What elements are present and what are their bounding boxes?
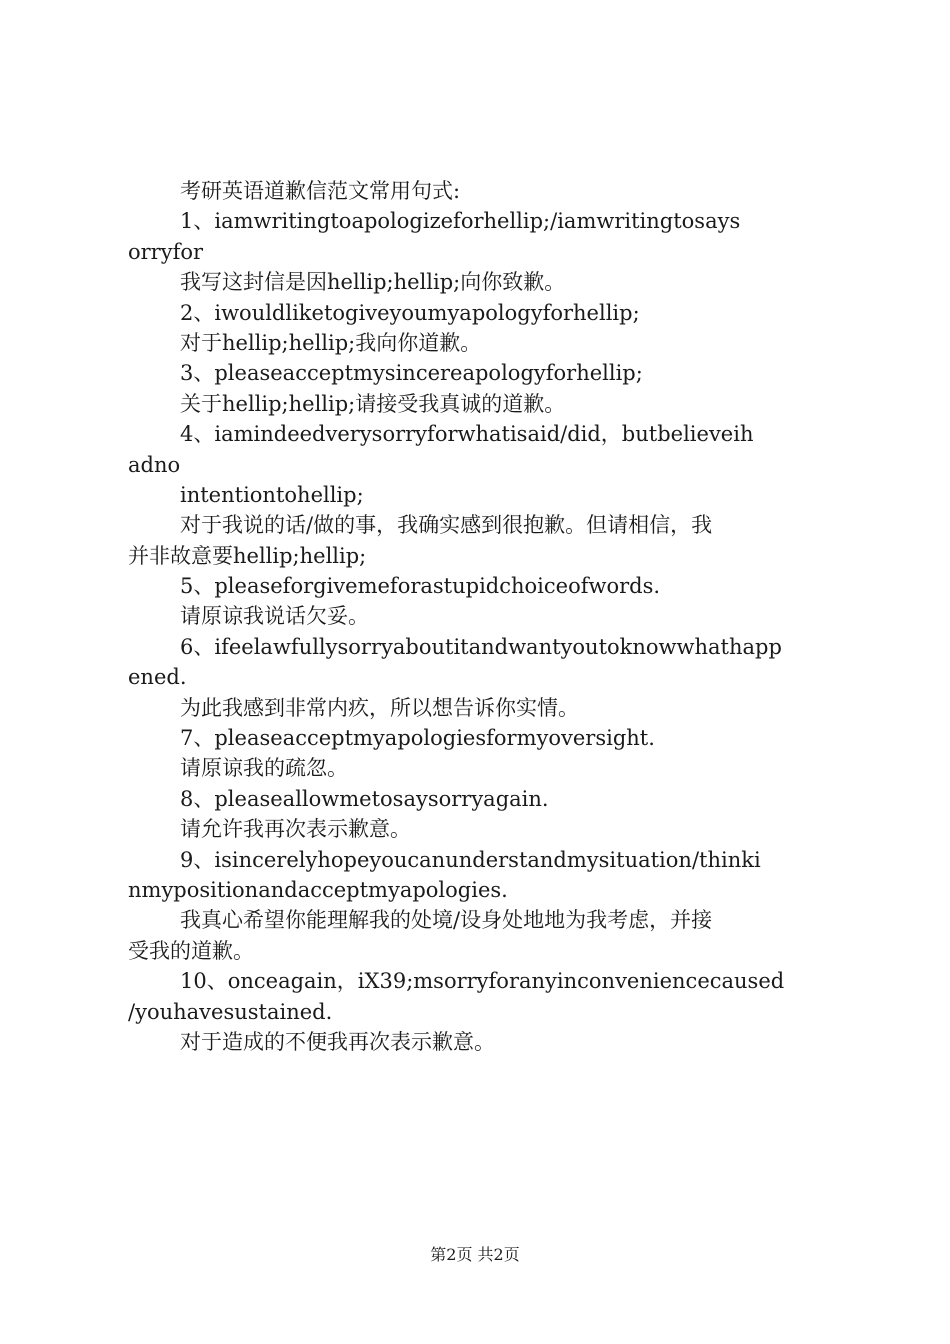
text-line: 9、isincerelyhopeyoucanunderstandmysituation/thinki <box>180 847 761 872</box>
text-line: 1、iamwritingtoapologizeforhellip;/iamwritingtosays <box>180 209 741 234</box>
text-line: 7、pleaseacceptmyapologiesformyoversight. <box>180 726 655 751</box>
text-line: 对于我说的话/做的事，我确实感到很抱歉。但请相信，我 <box>180 513 713 538</box>
document-body <box>128 176 834 1057</box>
text-line: 4、iamindeedverysorryforwhatisaid/did，butbelieveih <box>180 422 754 447</box>
text-line: 为此我感到非常内疚，所以想告诉你实情。 <box>180 695 579 720</box>
text-line: 并非故意要hellip;hellip; <box>128 543 367 568</box>
text-line: 请允许我再次表示歉意。 <box>180 817 411 842</box>
text-line: 10、onceagain，iX39;msorryforanyinconveniencecaused <box>180 969 785 994</box>
text-line: 8、pleaseallowmetosaysorryagain. <box>180 786 549 811</box>
text-line: /youhavesustained. <box>128 999 333 1024</box>
page-footer <box>0 1244 950 1266</box>
text-line: 请原谅我的疏忽。 <box>180 756 348 781</box>
text-line: adno <box>128 452 181 477</box>
text-line: 2、iwouldliketogiveyoumyapologyforhellip; <box>180 300 640 325</box>
text-line: 3、pleaseacceptmysincereapologyforhellip; <box>180 361 643 386</box>
text-line: 关于hellip;hellip;请接受我真诚的道歉。 <box>180 391 566 416</box>
page-number-label: 第2页 共2页 <box>430 1245 520 1264</box>
text-line: 受我的道歉。 <box>128 938 254 963</box>
text-line: intentiontohellip; <box>180 482 364 507</box>
text-line: 对于hellip;hellip;我向你道歉。 <box>180 330 482 355</box>
text-line: 请原谅我说话欠妥。 <box>180 604 369 629</box>
text-line: ened. <box>128 665 187 690</box>
text-line: nmypositionandacceptmyapologies. <box>128 877 508 902</box>
text-line: 我写这封信是因hellip;hellip;向你致歉。 <box>180 270 566 295</box>
text-line: 6、ifeelawfullysorryaboutitandwantyoutoknowwhathapp <box>180 634 782 659</box>
heading-line: 考研英语道歉信范文常用句式: <box>180 179 461 203</box>
text-line: orryfor <box>128 239 204 264</box>
text-line: 我真心希望你能理解我的处境/设身处地地为我考虑，并接 <box>180 908 713 933</box>
text-line: 5、pleaseforgivemeforastupidchoiceofwords. <box>180 574 661 599</box>
text-line: 对于造成的不便我再次表示歉意。 <box>180 1029 495 1054</box>
